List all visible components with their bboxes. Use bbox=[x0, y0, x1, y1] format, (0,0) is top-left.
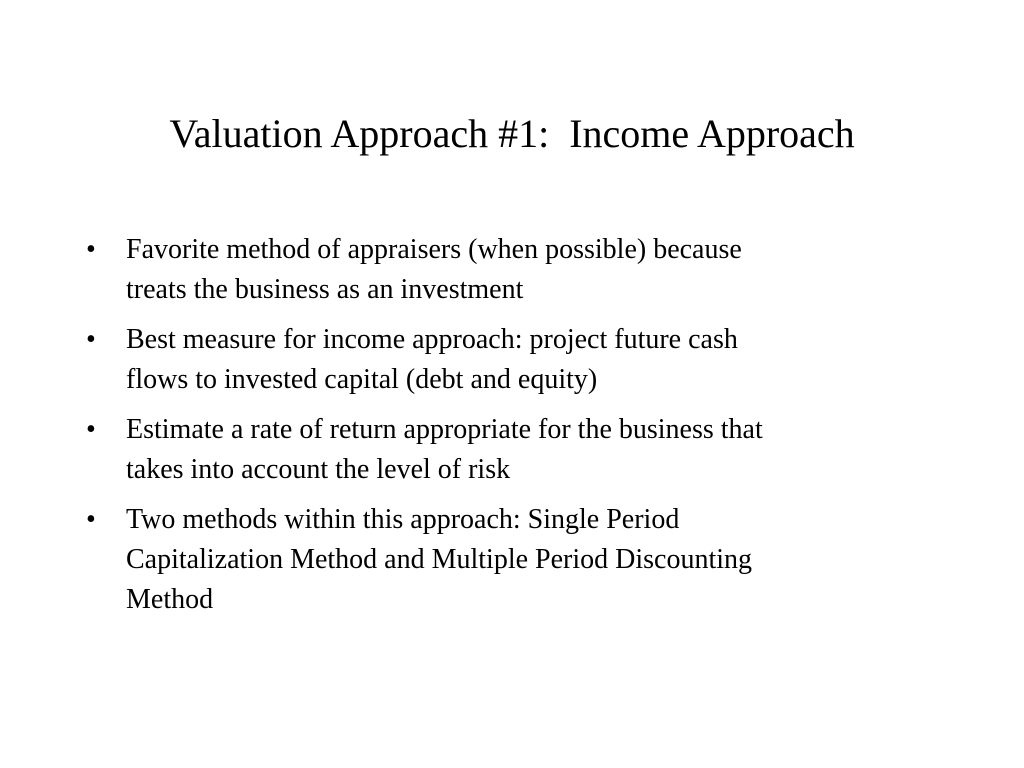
bullet-list bbox=[86, 230, 906, 630]
list-item bbox=[86, 230, 906, 310]
bullet-text: Best measure for income approach: project future cash flows to invested capital (debt and equity) bbox=[126, 324, 738, 395]
bullet-text: Favorite method of appraisers (when possible) because treats the business as an investment bbox=[126, 234, 742, 305]
bullet-text: Two methods within this approach: Single Period Capitalization Method and Multiple Period Discounting Method bbox=[126, 504, 753, 615]
bullet-text: Estimate a rate of return appropriate for the business that takes into account the level of risk bbox=[126, 414, 763, 485]
list-item bbox=[86, 500, 906, 620]
list-item bbox=[86, 320, 906, 400]
slide-title: Valuation Approach #1: Income Approach bbox=[169, 111, 855, 156]
bullet-icon: • bbox=[86, 504, 96, 535]
bullet-icon: • bbox=[86, 234, 96, 265]
bullet-icon: • bbox=[86, 414, 96, 445]
list-item bbox=[86, 410, 906, 490]
bullet-icon: • bbox=[86, 324, 96, 355]
